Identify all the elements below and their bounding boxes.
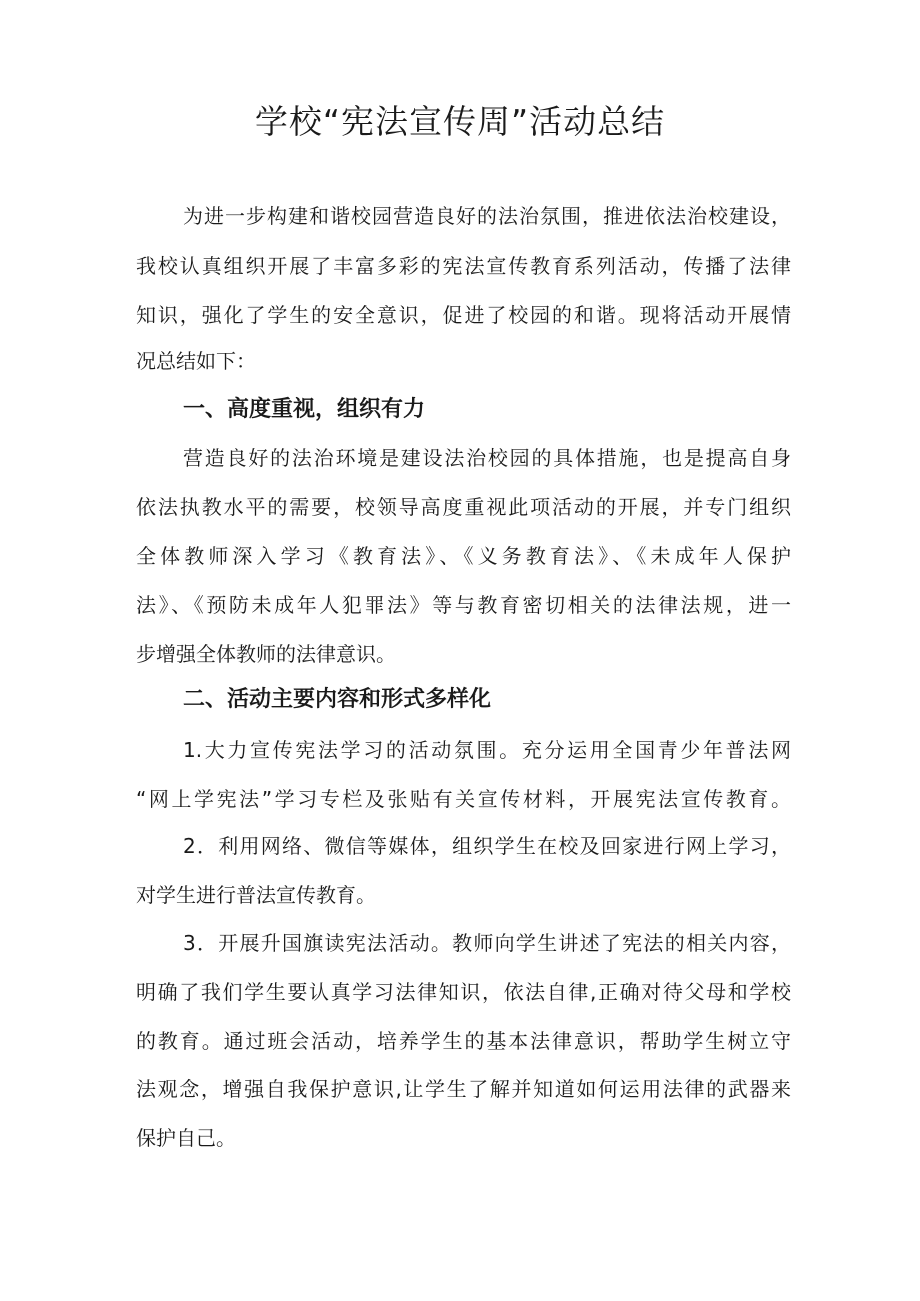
- section-2-heading: 二、活动主要内容和形式多样化: [183, 687, 492, 712]
- section-1-heading: 一、高度重视，组织有力: [183, 397, 426, 422]
- section-1-line-5: 步增强全体教师的法律意识。: [136, 642, 396, 666]
- intro-line-2: 我校认真组织开展了丰富多彩的宪法宣传教育系列活动，传播了法律: [136, 254, 791, 278]
- section-2-item-1-line-1: 1.大力宣传宪法学习的活动氛围。充分运用全国青少年普法网: [183, 738, 791, 762]
- section-1-line-3: 全体教师深入学习《教育法》、《义务教育法》、《未成年人保护: [136, 544, 791, 568]
- section-2-item-2-line-1: 2．利用网络、微信等媒体，组织学生在校及回家进行网上学习，: [183, 834, 791, 858]
- section-2-item-3-line-5: 保护自己。: [136, 1126, 236, 1150]
- document-title: 学校“宪法宣传周”活动总结: [254, 102, 666, 141]
- intro-line-1: 为进一步构建和谐校园营造良好的法治氛围，推进依法治校建设，: [183, 204, 791, 228]
- section-2-item-3-line-4: 法观念，增强自我保护意识,让学生了解并知道如何运用法律的武器来: [136, 1077, 791, 1101]
- intro-line-3: 知识，强化了学生的安全意识，促进了校园的和谐。现将活动开展情: [136, 303, 791, 327]
- section-2-item-3-line-2: 明确了我们学生要认真学习法律知识，依法自律,正确对待父母和学校: [136, 980, 791, 1004]
- section-1-line-1: 营造良好的法治环境是建设法治校园的具体措施，也是提高自身: [183, 446, 791, 470]
- section-1-line-2: 依法执教水平的需要，校领导高度重视此项活动的开展，并专门组织: [136, 495, 791, 519]
- section-2-item-3-line-3: 的教育。通过班会活动，培养学生的基本法律意识，帮助学生树立守: [136, 1029, 791, 1053]
- section-1-line-4: 法》、《预防未成年人犯罪法》等与教育密切相关的法律法规，进一: [136, 593, 791, 617]
- section-2-item-2-line-2: 对学生进行普法宣传教育。: [136, 883, 376, 907]
- intro-line-4: 况总结如下：: [136, 349, 256, 373]
- section-2-item-1-line-2: “网上学宪法”学习专栏及张贴有关宣传材料，开展宪法宣传教育。: [136, 787, 791, 811]
- section-2-item-3-line-1: 3．开展升国旗读宪法活动。教师向学生讲述了宪法的相关内容，: [183, 931, 791, 955]
